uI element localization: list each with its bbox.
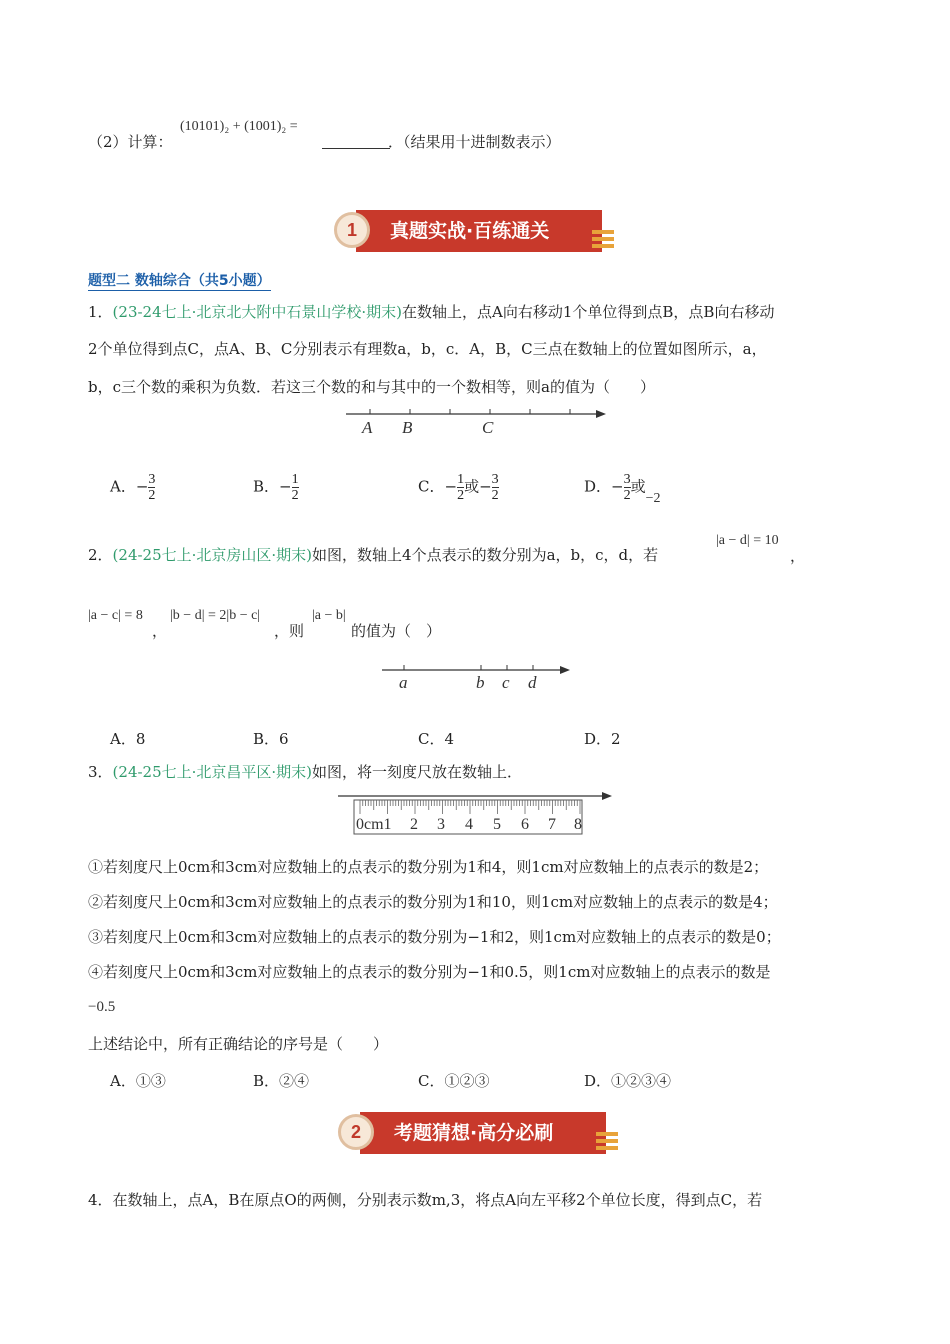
ruler-label: 2 [410,816,418,833]
prev-question-label: （2）计算： [88,133,173,151]
q2-source: (24-25七上·北京房山区·期末) [112,546,313,564]
q2-option-d[interactable]: D．2 [584,730,621,748]
q2-axis-label-c: c [502,673,510,692]
q3-statement-2: ②若刻度尺上0cm和3cm对应数轴上的点表示的数分别为1和10，则1cm对应数轴上的点表示的数是4； [88,893,778,911]
q2-number: 2． [88,546,113,564]
ruler-labels [356,816,582,833]
q3-option-b[interactable]: B．②④ [253,1072,310,1090]
q2-line1 [88,545,658,565]
section-title: 题型二 数轴综合（共5小题） [88,273,271,289]
q1-axis-label-A: A [362,418,373,437]
banner-real-exam [334,208,614,254]
banner-title: 考题猜想·高分必刷 [360,1112,606,1154]
ruler-label: 4 [465,816,473,833]
q3-option-c[interactable]: C．①②③ [418,1072,490,1090]
q2-expr-bd-bc: |b − d| = 2|b − c| [170,608,261,623]
q2-option-b[interactable]: B．6 [253,730,289,748]
answer-blank[interactable] [322,148,390,149]
q2-expr-ab: |a − b| [312,608,346,623]
fraction: $\frac{3}{2}$ [491,472,499,503]
banner-number-badge: 1 [334,212,370,248]
ruler-label: 5 [493,816,501,833]
fraction: $\frac{1}{2}$ [457,472,465,503]
banner-title: 真题实战·百练通关 [356,210,602,252]
q2-text2: 的值为（ ） [351,622,442,640]
q2-axis-label-d: d [528,673,537,692]
banner-exam-guess [338,1110,618,1156]
q1-number: 1． [88,303,113,321]
q3-question: 上述结论中，所有正确结论的序号是（ ） [88,1035,389,1053]
q4-line1: 4．在数轴上，点A，B在原点O的两侧，分别表示数m,3，将点A向左平移2个单位长度，得到点C，若 [88,1191,763,1209]
ruler-label: 8 [574,816,582,833]
q1-axis-label-C: C [482,418,494,437]
q2-axis-label-b: b [476,673,485,692]
q1-axis-label-B: B [402,418,413,437]
q2-comma-2: ， [152,622,168,640]
q3-statement-4: ④若刻度尺上0cm和3cm对应数轴上的点表示的数分别为−1和0.5，则1cm对应数轴上的点表示的数是 [88,963,771,981]
q3-ruler-figure [334,788,616,836]
q1-option-d[interactable]: D．− $\frac{3}{2}$ 或−2 [584,472,661,506]
q1-option-b[interactable]: B．− $\frac{1}{2}$ [253,472,299,503]
q2-then: ，则 [274,622,305,640]
q2-text1: 如图，数轴上4个点表示的数分别为a，b，c，d，若 [312,546,659,564]
q1-line3: b，c三个数的乘积为负数．若这三个数的和与其中的一个数相等，则a的值为（ ） [88,378,655,396]
fraction: $\frac{3}{2}$ [623,472,631,503]
prev-question-expression: (10101)₂ + (1001)₂ = [180,119,298,134]
q2-axis-label-a: a [399,673,408,692]
banner-stripes [596,1132,618,1153]
ruler-label: 7 [548,816,556,833]
q3-option-d[interactable]: D．①②③④ [584,1072,672,1090]
q1-line2: 2个单位得到点C，点A、B、C分别表示有理数a，b，c．A，B，C三点在数轴上的位置如图所示，a， [88,340,767,358]
banner-number-badge: 2 [338,1114,374,1150]
q3-number: 3． [88,763,113,781]
prev-question-suffix: ．（结果用十进制数表示） [388,133,561,151]
ruler-label: 0cm1 [356,816,392,833]
q3-line1 [88,762,522,782]
banner-stripes [592,230,614,251]
fraction: $\frac{3}{2}$ [148,472,156,503]
q1-text1: 在数轴上，点A向右移动1个单位得到点B，点B向右移动 [402,303,775,321]
q1-number-line [340,400,610,440]
q2-option-c[interactable]: C．4 [418,730,455,748]
q2-expr-ad: |a − d| = 10 [716,533,779,548]
q3-statement-4-cont: −0.5 [88,999,116,1015]
q1-option-a[interactable]: A．− $\frac{3}{2}$ [110,472,156,503]
fraction: $\frac{1}{2}$ [291,472,299,503]
ruler-label: 3 [437,816,445,833]
q2-number-line [376,660,576,694]
q3-text: 如图，将一刻度尺放在数轴上． [312,763,523,781]
q1-option-c[interactable]: C．− $\frac{1}{2}$ 或− $\frac{3}{2}$ [418,472,499,503]
q1-source: (23-24七上·北京北大附中石景山学校·期末) [112,303,403,321]
q3-statement-1: ①若刻度尺上0cm和3cm对应数轴上的点表示的数分别为1和4，则1cm对应数轴上的点表示的数是2； [88,858,769,876]
q3-source: (24-25七上·北京昌平区·期末) [112,763,313,781]
q2-option-a[interactable]: A．8 [110,730,146,748]
q3-statement-3: ③若刻度尺上0cm和3cm对应数轴上的点表示的数分别为−1和2，则1cm对应数轴上的点表示的数是0； [88,928,781,946]
ruler-label: 6 [521,816,529,833]
q3-option-a[interactable]: A．①③ [110,1072,166,1090]
q2-expr-ac: |a − c| = 8 [88,608,143,623]
q1-line1 [88,302,774,322]
q2-comma: ， [790,547,806,565]
